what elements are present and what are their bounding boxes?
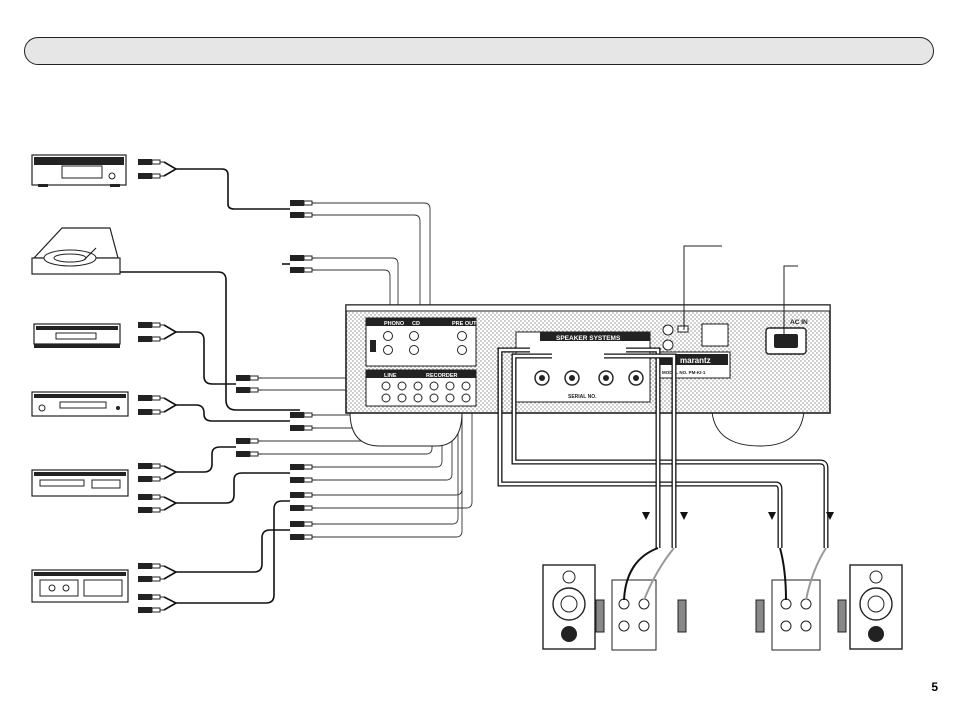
cables [120, 162, 300, 610]
cassette-deck [32, 570, 128, 602]
phono-label: PHONO [384, 321, 405, 327]
input-section [366, 318, 477, 366]
brand-label: marantz [680, 356, 711, 365]
recorder-label: RECORDER [426, 373, 458, 379]
arrows [642, 512, 834, 520]
turntable [32, 228, 120, 274]
serial-label: SERIAL NO. [568, 394, 597, 400]
amplifier-rear-panel [346, 305, 830, 446]
cd-player [32, 155, 126, 187]
ac-in-label: AC IN [790, 319, 808, 326]
speaker-right [850, 565, 902, 649]
speaker-left-terminals [596, 548, 686, 650]
line-label: LINE [384, 373, 397, 379]
rca-plugs-devices [138, 159, 164, 613]
speaker-left [543, 565, 595, 649]
speaker-systems-label: SPEAKER SYSTEMS [556, 335, 621, 342]
page-number: 5 [931, 680, 938, 694]
dvd-player [32, 392, 128, 416]
cd-label: CD [412, 321, 420, 327]
speaker-terminals [516, 332, 650, 402]
model-label: MODEL NO. PM-KI-1 [662, 370, 706, 375]
line-recorder-section [366, 370, 476, 406]
cd-recorder [32, 470, 128, 496]
speaker-right-terminals [756, 548, 846, 650]
tuner [34, 324, 120, 348]
pre-out-label: PRE OUT [452, 321, 477, 327]
rca-plugs-amp-side [236, 200, 316, 540]
